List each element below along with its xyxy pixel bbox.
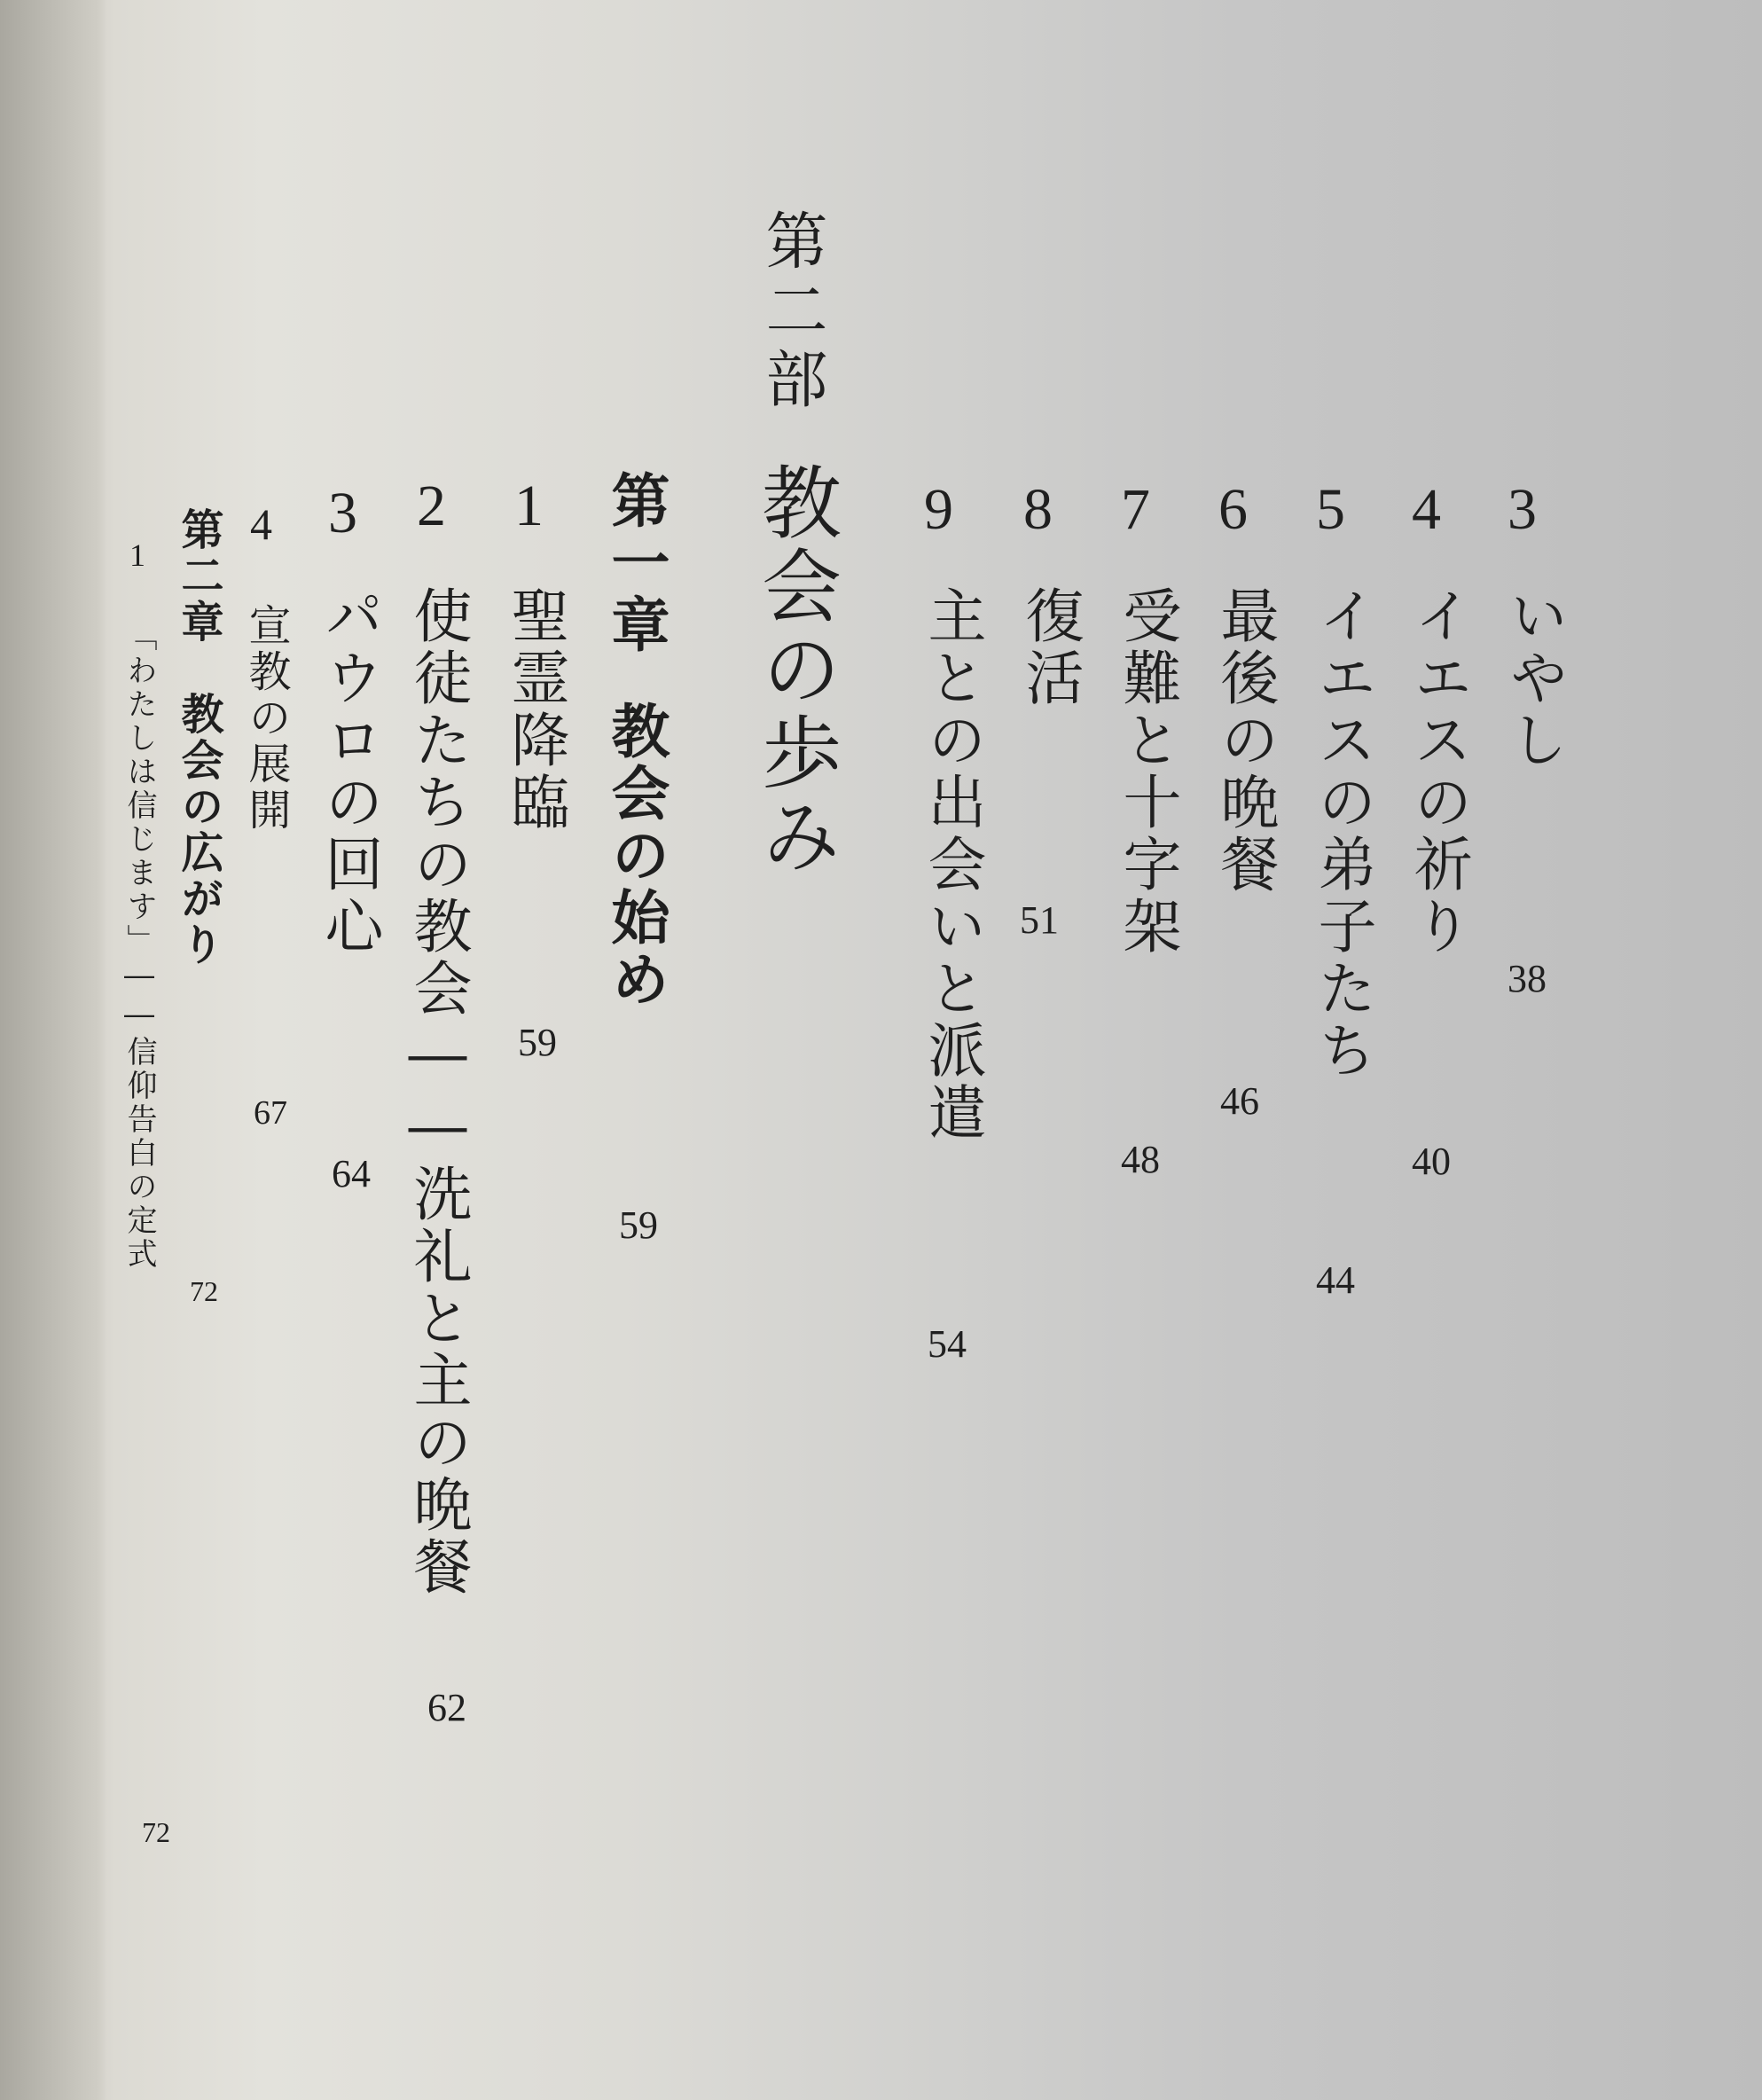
toc-page: 48 [1121, 1138, 1160, 1181]
toc-title: イエスの弟子たち [1308, 585, 1376, 1082]
toc-index: 1 [514, 474, 544, 538]
toc-title: イエスの祈り [1404, 585, 1472, 958]
toc-title: 「わたしは信じます」――信仰告白の定式 [121, 621, 157, 1272]
part-title: 教会の歩み [748, 461, 841, 878]
toc-index: 6 [1218, 477, 1248, 542]
toc-page: 46 [1220, 1079, 1259, 1123]
chapter-title: 教会の広がり [174, 692, 223, 968]
toc-title: 受難と十字架 [1113, 585, 1181, 958]
toc-index: 7 [1121, 477, 1150, 542]
chapter-label: 第二章 [174, 507, 223, 646]
chapter-label: 第一章 [601, 470, 670, 656]
toc-page: 40 [1412, 1140, 1451, 1183]
toc-index: 4 [1412, 477, 1441, 542]
toc-title: 宣教の展開 [241, 603, 291, 834]
chapter-page: 72 [190, 1275, 218, 1307]
toc-index: 8 [1023, 477, 1053, 542]
part-label: 第二部 [756, 208, 828, 416]
toc-title: いやし [1500, 585, 1568, 772]
toc-index: 9 [924, 477, 953, 542]
toc-index: 3 [1507, 477, 1537, 542]
toc-page: 67 [254, 1094, 287, 1132]
toc-title: 最後の晩餐 [1210, 585, 1279, 896]
chapter-page: 59 [619, 1203, 658, 1247]
toc-index: 2 [417, 474, 446, 538]
toc-index: 1 [129, 537, 145, 573]
chapter-title: 教会の始め [601, 701, 670, 1011]
toc-page: 54 [928, 1322, 967, 1366]
toc-index: 5 [1316, 477, 1345, 542]
toc-title: 主との出会いと派遣 [918, 585, 986, 1144]
toc-page: 38 [1507, 957, 1547, 1000]
toc-page: 64 [332, 1152, 371, 1195]
toc-page: 44 [1316, 1258, 1355, 1302]
toc-title: 使徒たちの教会――洗礼と主の晩餐 [403, 585, 472, 1598]
page-gutter-shadow [0, 0, 106, 2100]
toc-page: 72 [142, 1816, 170, 1848]
toc-page: 62 [427, 1686, 466, 1729]
toc-page: 51 [1020, 898, 1059, 942]
toc-index: 3 [328, 481, 357, 545]
toc-title: パウロの回心 [315, 585, 383, 958]
toc-page: 59 [518, 1021, 557, 1064]
toc-index: 4 [250, 499, 272, 549]
toc-title: 聖霊降臨 [501, 585, 569, 834]
toc-title: 復活 [1015, 585, 1084, 709]
